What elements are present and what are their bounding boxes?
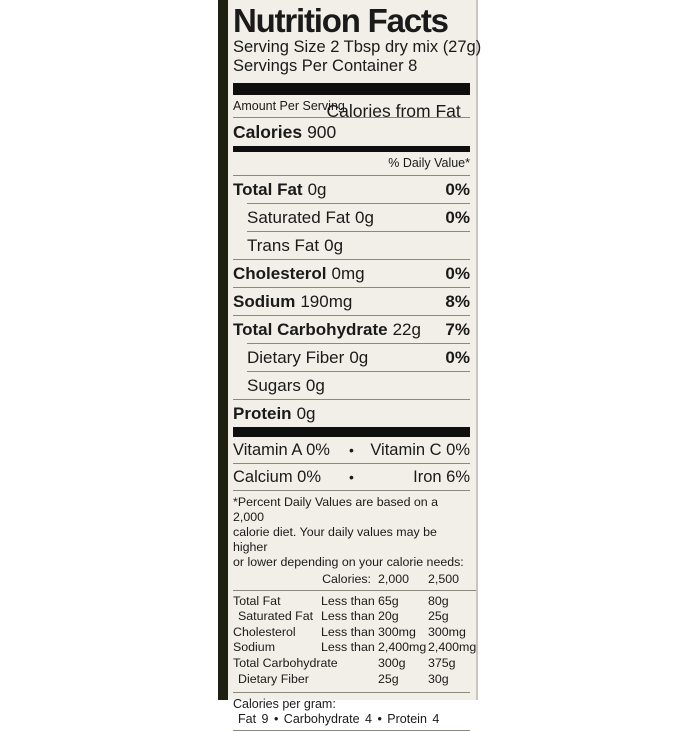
nutrient-amount: 0g — [324, 235, 344, 255]
panel-title: Nutrition Facts — [233, 2, 448, 39]
nutrient-name: Total Carbohydrate — [233, 319, 388, 339]
table-cell — [321, 672, 378, 688]
nutrient-name: Sodium — [233, 291, 296, 311]
divider-bar-thick-bottom — [233, 427, 470, 437]
amount-per-serving: Amount Per Serving — [233, 95, 470, 118]
calories-per-gram-heading: Calories per gram: — [233, 697, 336, 712]
table-cell: 25g — [378, 671, 399, 686]
nutrient-dv: 8% — [445, 291, 470, 311]
nutrient-name: Total Fat — [233, 179, 303, 199]
nutrient-row-saturated-fat — [233, 204, 470, 231]
nutrient-dv: 0% — [445, 347, 470, 367]
table-cell: Saturated Fat — [238, 609, 314, 624]
daily-value-reference-table — [233, 572, 477, 687]
table-cell: Total Carbohydrate — [233, 655, 338, 670]
table-cell: 2,400mg — [428, 640, 477, 655]
divider-bar-thick-top — [233, 83, 470, 95]
table-cell: 300g — [378, 655, 406, 670]
nutrient-row-sodium — [233, 288, 470, 315]
table-cell: Less than — [321, 640, 375, 655]
calories-value-group — [233, 122, 327, 143]
nutrition-facts-panel — [228, 0, 482, 726]
table-cell: Less than — [321, 624, 375, 639]
table-cell: 300mg — [378, 624, 416, 639]
calories-value: 90 — [307, 122, 327, 142]
calcium: Calcium 0% — [233, 467, 322, 486]
daily-value-footnote — [233, 491, 470, 570]
nutrient-amount: 0g — [305, 375, 325, 395]
footnote-line: calorie diet. Your daily values may be higher — [233, 525, 437, 554]
nutrient-row-total-carbohydrate — [233, 316, 470, 343]
vitamin-a: Vitamin A 0% — [233, 440, 330, 459]
nutrient-row-cholesterol — [233, 260, 470, 287]
calories-from-fat: Calories from Fat 0 — [326, 101, 461, 142]
table-header-2500: 2,500 — [428, 572, 460, 586]
table-cell: 65g — [378, 593, 399, 608]
table-cell: 300mg — [428, 624, 466, 639]
table-cell: Cholesterol — [233, 624, 296, 639]
calories-label: Calories — [233, 122, 303, 142]
table-cell: 20g — [378, 609, 399, 624]
nutrient-dv: 0% — [445, 207, 470, 227]
table-header-2000: 2,000 — [378, 572, 410, 586]
vitamin-c: Vitamin C 0% — [370, 440, 470, 459]
table-cell: Less than — [321, 593, 375, 608]
calories-per-gram-values: Fat 9 • Carbohydrate 4 • Protein 4 — [238, 711, 440, 726]
nutrient-name: Trans Fat — [247, 235, 320, 255]
table-cell: Total Fat — [233, 593, 281, 608]
hairline-separator — [233, 590, 476, 591]
bullet-separator: • — [349, 469, 354, 485]
nutrient-row-sugars — [233, 372, 470, 399]
table-cell: Dietary Fiber — [238, 671, 309, 686]
nutrient-dv: 0% — [445, 263, 470, 283]
serving-size: Serving Size 2 Tbsp dry mix (27g) — [233, 38, 482, 56]
table-cell: Less than — [321, 609, 375, 624]
nutrient-name: Sugars — [247, 375, 301, 395]
servings-per-container: Servings Per Container 8 — [233, 57, 418, 75]
micronutrient-row-minerals — [233, 464, 470, 490]
calories-per-gram-section — [233, 693, 470, 731]
package-edge-stripe — [218, 0, 228, 700]
table-cell: Sodium — [233, 640, 276, 655]
nutrient-row-total-fat — [233, 176, 470, 203]
nutrient-name: Dietary Fiber — [247, 347, 345, 367]
nutrient-row-trans-fat — [233, 232, 470, 259]
nutrient-name: Cholesterol — [233, 263, 327, 283]
nutrient-dv: 7% — [445, 319, 470, 339]
footnote-line: or lower depending on your calorie needs: — [233, 555, 464, 569]
table-cell: 80g — [428, 593, 449, 608]
table-cell: 30g — [428, 671, 449, 686]
table-cell: 375g — [428, 655, 456, 670]
nutrient-amount: 190mg — [300, 291, 353, 311]
nutrient-amount: 0g — [355, 207, 374, 227]
nutrient-dv: 0% — [445, 179, 470, 199]
nutrient-row-protein — [233, 400, 470, 427]
table-header-calories: Calories: — [322, 572, 371, 586]
nutrient-amount: 0g — [349, 347, 369, 367]
table-cell — [321, 656, 378, 672]
micronutrient-row-vitamins — [233, 437, 470, 463]
table-cell: 2,400mg — [378, 640, 427, 655]
nutrient-row-dietary-fiber — [233, 344, 470, 371]
table-cell: 25g — [428, 609, 449, 624]
nutrient-amount: 0g — [307, 179, 327, 199]
daily-value-header: % Daily Value* — [233, 152, 470, 176]
nutrient-amount: 0mg — [331, 263, 365, 283]
nutrient-name: Protein — [233, 403, 292, 423]
nutrient-amount: 0g — [296, 403, 316, 423]
footnote-line: *Percent Daily Values are based on a 2,000 — [233, 495, 439, 524]
bullet-separator: • — [349, 442, 354, 458]
nutrient-name: Saturated Fat — [247, 207, 351, 227]
iron: Iron 6% — [413, 467, 470, 486]
nutrient-amount: 22g — [392, 319, 421, 339]
